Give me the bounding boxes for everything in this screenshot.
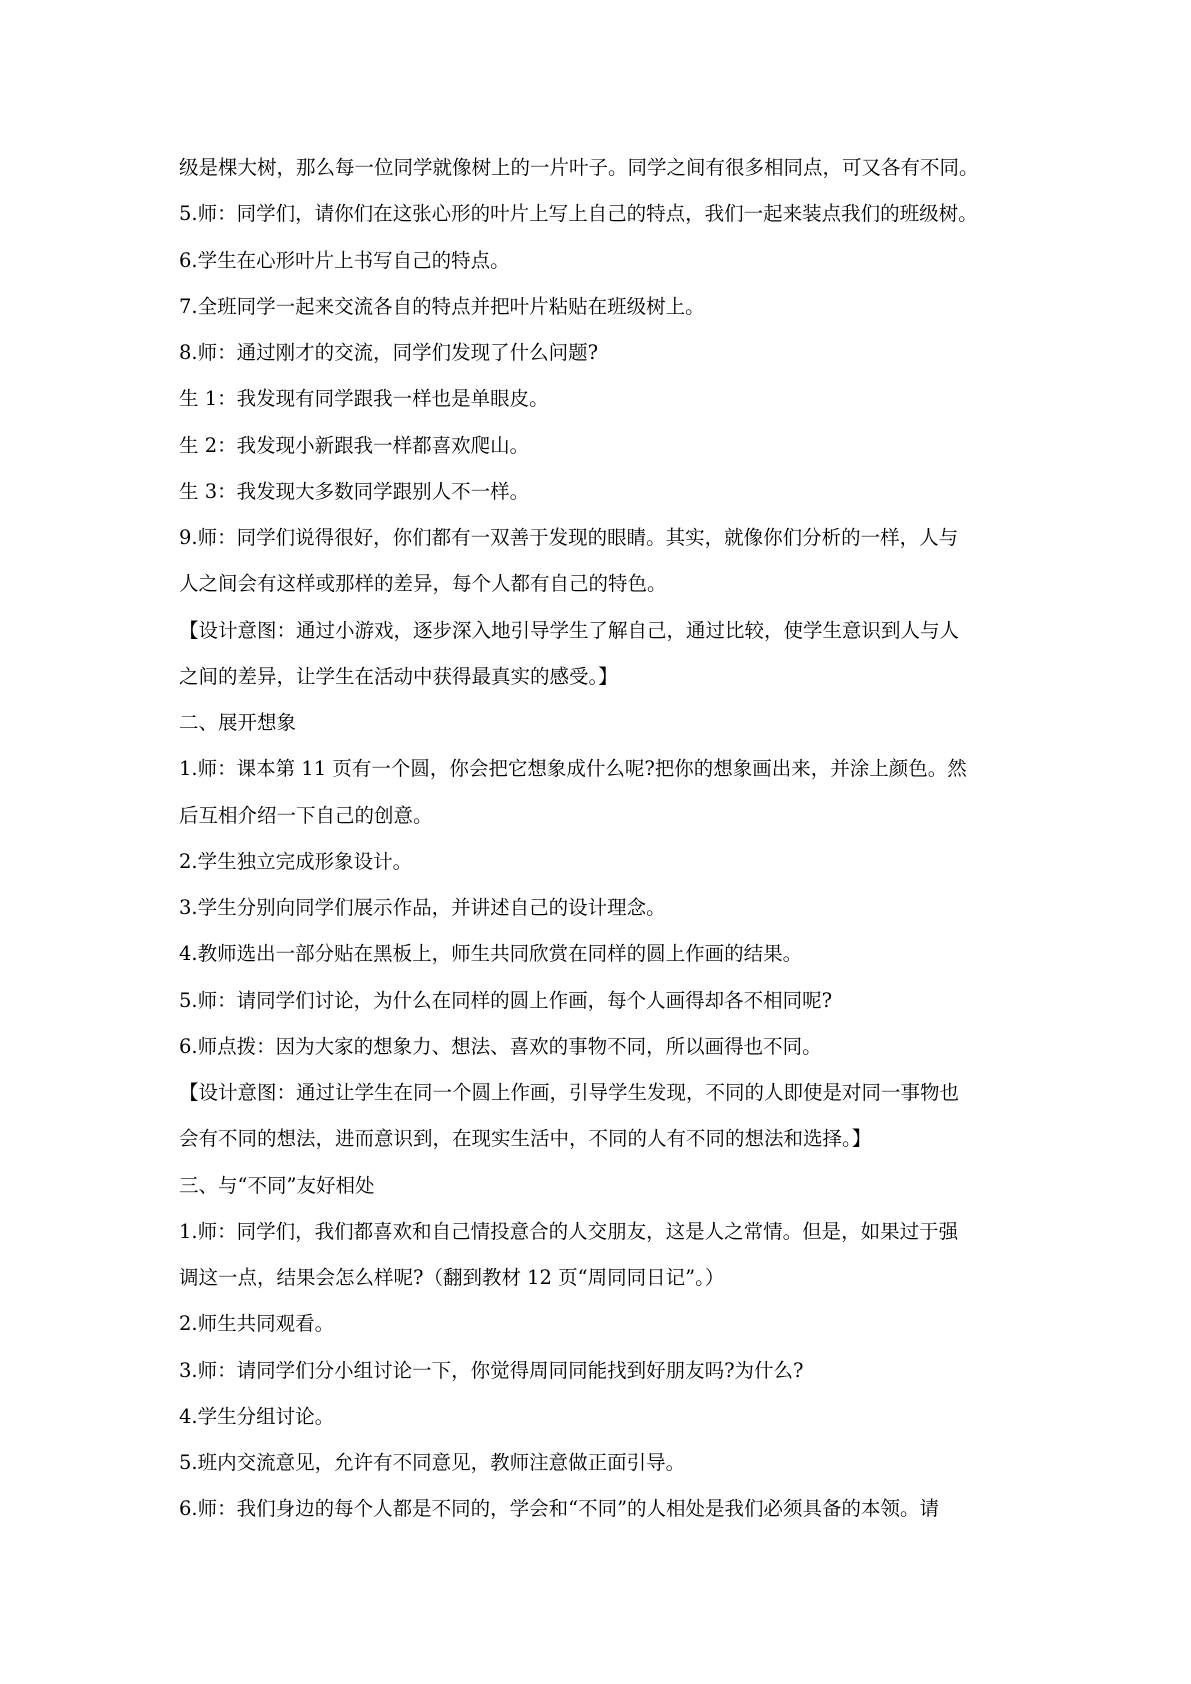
text-line: 2.学生独立完成形象设计。 (179, 849, 413, 873)
text-line: 1.师：课本第 11 页有一个圆，你会把它想象成什么呢?把你的想象画出来，并涂上颜色。然 (179, 757, 967, 781)
section-heading: 二、展开想象 (179, 711, 297, 734)
design-intent-note: 之间的差异，让学生在活动中获得最真实的感受。】 (179, 664, 618, 688)
text-line: 级是棵大树，那么每一位同学就像树上的一片叶子。同学之间有很多相同点，可又各有不同。 (179, 156, 979, 179)
text-line: 后互相介绍一下自己的创意。 (179, 803, 433, 827)
text-line: 生 3：我发现大多数同学跟别人不一样。 (179, 479, 530, 503)
design-intent-note: 会有不同的想法，进而意识到，在现实生活中，不同的人有不同的想法和选择。】 (179, 1127, 872, 1151)
text-line: 5.师：同学们，请你们在这张心形的叶片上写上自己的特点，我们一起来装点我们的班级树。 (179, 202, 978, 226)
text-line: 3.学生分别向同学们展示作品，并讲述自己的设计理念。 (179, 896, 666, 919)
text-line: 7.全班同学一起来交流各自的特点并把叶片粘贴在班级树上。 (179, 294, 705, 318)
text-line: 5.师：请同学们讨论，为什么在同样的圆上作画，每个人画得却各不相同呢? (179, 988, 833, 1012)
text-line: 1.师：同学们，我们都喜欢和自己情投意合的人交朋友，这是人之常情。但是，如果过于强 (179, 1219, 959, 1243)
text-line: 6.师点拨：因为大家的想象力、想法、喜欢的事物不同，所以画得也不同。 (179, 1034, 822, 1058)
text-line: 4.教师选出一部分贴在黑板上，师生共同欣赏在同样的圆上作画的结果。 (179, 942, 803, 966)
text-line: 人之间会有这样或那样的差异，每个人都有自己的特色。 (179, 572, 667, 596)
document-body (179, 145, 1019, 1533)
text-line: 5.班内交流意见，允许有不同意见，教师注意做正面引导。 (179, 1451, 686, 1474)
text-line: 6.师：我们身边的每个人都是不同的，学会和“不同”的人相处是我们必须具备的本领。请 (179, 1497, 940, 1521)
text-line: 2.师生共同观看。 (179, 1312, 335, 1336)
text-line: 生 2：我发现小新跟我一样都喜欢爬山。 (179, 433, 530, 457)
section-heading: 三、与“不同”友好相处 (179, 1173, 375, 1197)
text-line: 9.师：同学们说得很好，你们都有一双善于发现的眼睛。其实，就像你们分析的一样，人与 (179, 526, 959, 549)
text-line: 8.师：通过刚才的交流，同学们发现了什么问题? (179, 341, 599, 364)
text-line: 3.师：请同学们分小组讨论一下，你觉得周同同能找到好朋友吗?为什么? (179, 1358, 804, 1382)
text-line: 4.学生分组讨论。 (179, 1404, 335, 1428)
text-line: 6.学生在心形叶片上书写自己的特点。 (179, 248, 510, 272)
design-intent-note: 【设计意图：通过小游戏，逐步深入地引导学生了解自己，通过比较，使学生意识到人与人 (179, 618, 960, 642)
text-line: 调这一点，结果会怎么样呢?（翻到教材 12 页“周同同日记”。） (179, 1266, 725, 1289)
design-intent-note: 【设计意图：通过让学生在同一个圆上作画，引导学生发现，不同的人即使是对同一事物也 (179, 1081, 960, 1104)
text-line: 生 1：我发现有同学跟我一样也是单眼皮。 (179, 387, 549, 411)
